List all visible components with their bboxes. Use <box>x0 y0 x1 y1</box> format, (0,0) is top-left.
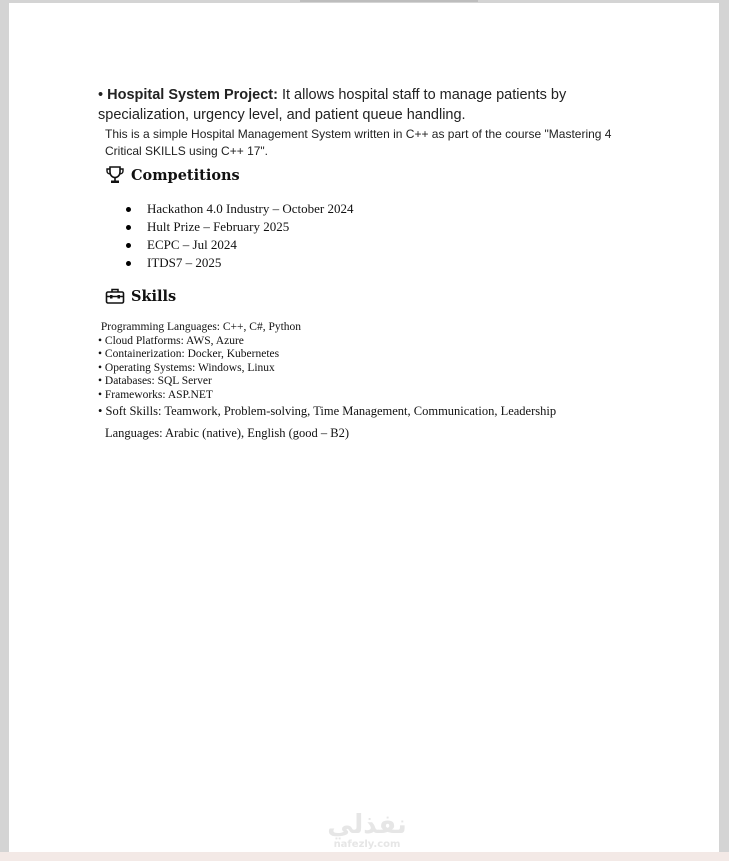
watermark-latin: nafezly.com <box>333 839 401 850</box>
trophy-icon <box>105 165 125 185</box>
skills-list <box>98 321 556 419</box>
skills-line: • Cloud Platforms: AWS, Azure <box>98 334 244 347</box>
list-item: Hackathon 4.0 Industry – October 2024 <box>126 200 354 218</box>
list-item: Hult Prize – February 2025 <box>126 218 354 236</box>
project-bullet: • <box>98 87 104 103</box>
toolbox-icon <box>105 287 125 305</box>
skills-heading-text: Skills <box>131 287 177 305</box>
watermark-arabic: نفذلي <box>327 810 407 840</box>
project-entry <box>98 85 618 125</box>
skills-line: Programming Languages: C++, C#, Python <box>98 321 302 333</box>
viewer-top-bar <box>300 0 478 2</box>
competitions-list <box>126 200 354 272</box>
skills-heading <box>105 287 176 305</box>
watermark-logo <box>312 810 422 850</box>
list-item: ECPC – Jul 2024 <box>126 236 354 254</box>
skills-line: • Containerization: Docker, Kubernetes <box>98 348 280 361</box>
project-title: Hospital System Project: <box>107 87 278 103</box>
competitions-heading-text: Competitions <box>131 166 240 184</box>
viewer-bottom-strip <box>0 852 729 861</box>
project-description: This is a simple Hospital Management System written in C++ as part of the course "Mastering 4 Critical SKILLS using C++ 17". <box>105 127 612 158</box>
skills-line: • Operating Systems: Windows, Linux <box>98 361 275 374</box>
skills-line: • Frameworks: ASP.NET <box>98 388 213 401</box>
languages-line: Languages: Arabic (native), English (good – B2) <box>105 426 350 440</box>
skills-line: • Soft Skills: Teamwork, Problem-solving, Time Management, Communication, Leadership <box>98 403 557 418</box>
skills-line: • Databases: SQL Server <box>98 375 212 388</box>
competitions-heading <box>105 165 240 185</box>
list-item: ITDS7 – 2025 <box>126 254 354 272</box>
project-summary: It allows hospital staff to manage patients by specialization, urgency level, and patient queue handling. <box>98 87 567 123</box>
